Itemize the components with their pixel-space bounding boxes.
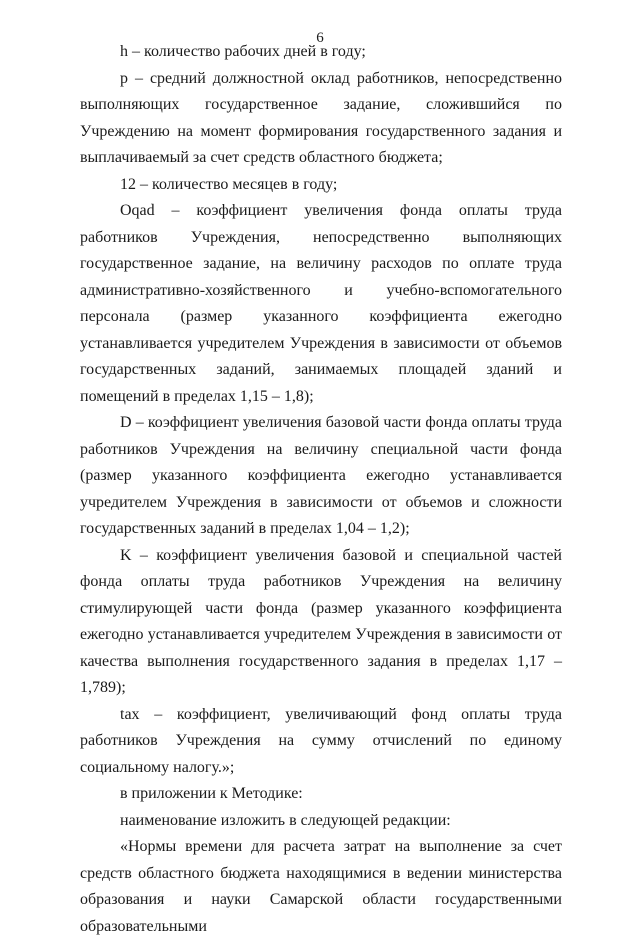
paragraph-norms-title: «Нормы времени для расчета затрат на выполнение за счет средств областного бюджета находящимися в ведении министерства образования и науки Самарской области государственными образовательными xyxy=(80,838,562,935)
paragraph-h-definition: h – количество рабочих дней в году; xyxy=(120,43,366,60)
paragraph-d-definition: D – коэффициент увеличения базовой части фонда оплаты труда работников Учреждения на величину специальной части фонда (размер указанного коэффициента ежегодно устанавливается учредителем Учреждения в зависимости от объемов и сложности государственных заданий в пределах 1,04 – 1,2); xyxy=(80,414,562,537)
paragraph-12-definition: 12 – количество месяцев в году; xyxy=(120,175,338,193)
paragraph-title-instruction: наименование изложить в следующей редакции: xyxy=(120,811,451,829)
paragraph-p-definition: p – средний должностной оклад работников, непосредственно выполняющих государственное задание, сложившийся по Учреждению на момент формирования государственного задания и выплачиваемый за счет средств областного бюджета; xyxy=(80,69,562,166)
paragraph-tax-definition: tax – коэффициент, увеличивающий фонд оплаты труда работников Учреждения на сумму отчислений по единому социальному налогу.»; xyxy=(80,705,562,776)
paragraph-oqad-definition: Oqad – коэффициент увеличения фонда оплаты труда работников Учреждения, непосредственно выполняющих государственное задание, на величину расходов по оплате труда административно-хозяйственного и учебно-вспомогательного персонала (размер указанного коэффициента ежегодно устанавливается учредителем Учреждения в зависимости от объемов государственных заданий, занимаемых площадей зданий и помещений в пределах 1,15 – 1,8); xyxy=(80,202,562,405)
paragraph-k-definition: K – коэффициент увеличения базовой и специальной частей фонда оплаты труда работников Учреждения на величину стимулирующей части фонда (размер указанного коэффициента ежегодно устанавливается учредителем Учреждения в зависимости от качества выполнения государственного задания в пределах 1,17 – 1,789); xyxy=(80,546,562,696)
paragraph-appendix-intro: в приложении к Методике: xyxy=(120,785,303,802)
document-body xyxy=(80,39,562,940)
page-number: 6 xyxy=(316,30,324,46)
